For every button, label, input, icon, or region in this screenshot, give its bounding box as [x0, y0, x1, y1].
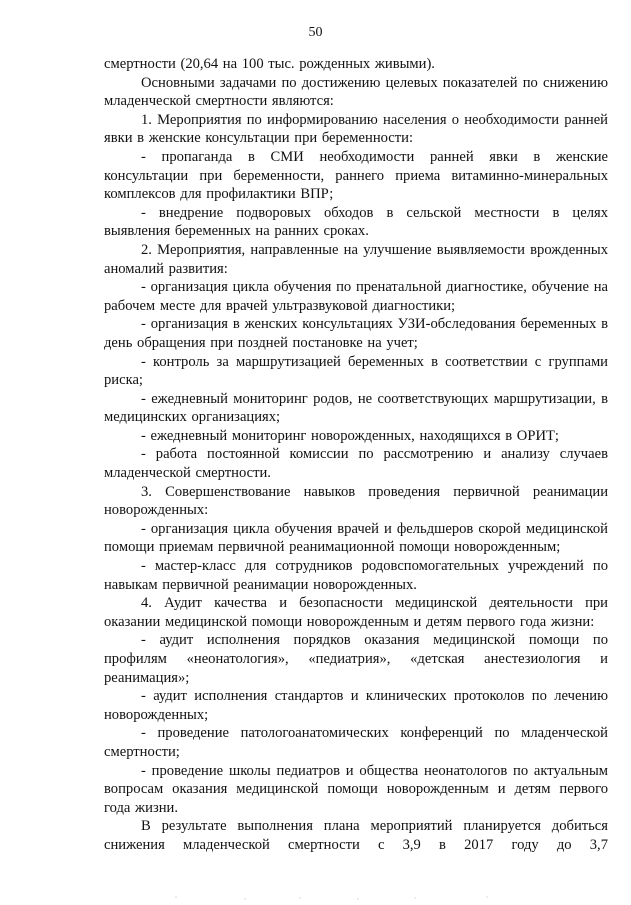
paragraph: - аудит исполнения порядков оказания медицинской помощи по профилям «неонатология», «педиатрия», «детская анестезиология и реанимация»;: [104, 632, 608, 686]
paragraph: Основными задачами по достижению целевых показателей по снижению младенческой смертности являются:: [104, 74, 608, 110]
paragraph: - контроль за маршрутизацией беременных в соответствии с группами риска;: [104, 353, 608, 389]
paragraph: 3. Совершенствование навыков проведения первичной реанимации новорожденных:: [104, 483, 608, 519]
paragraph: 2. Мероприятия, направленные на улучшение выявляемости врожденных аномалий развития:: [104, 241, 608, 277]
document-body: [104, 55, 608, 855]
paragraph: - проведение школы педиатров и общества неонатологов по актуальным вопросам оказания медицинской помощи новорожденным и детям первого года жизни.: [104, 762, 608, 816]
paragraph: - ежедневный мониторинг родов, не соответствующих маршрутизации, в медицинских организациях;: [104, 390, 608, 426]
paragraph: - ежедневный мониторинг новорожденных, находящихся в ОРИТ;: [141, 427, 559, 444]
paragraph: смертности (20,64 на 100 тыс. рожденных живыми).: [104, 56, 435, 72]
paragraph: - пропаганда в СМИ необходимости ранней явки в женские консультации при беременности, раннего приема витаминно-минеральных комплексов для профилактики ВПР;: [104, 148, 608, 203]
paragraph: - проведение патологоанатомических конференций по младенческой смертности;: [104, 725, 608, 760]
paragraph: - аудит исполнения стандартов и клинических протоколов по лечению новорожденных;: [104, 688, 608, 723]
paragraph: - организация цикла обучения по пренатальной диагностике, обучение на рабочем месте для врачей ультразвуковой диагностики;: [104, 279, 608, 314]
paragraph: - организация цикла обучения врачей и фельдшеров скорой медицинской помощи приемам первичной реанимационной помощи новорожденным;: [104, 520, 608, 556]
paragraph: 1. Мероприятия по информированию населения о необходимости ранней явки в женские консультации при беременности:: [104, 111, 608, 147]
paragraph: В результате выполнения плана мероприятий планируется добиться снижения младенческой смертности с 3,9 в 2017 году до 3,7: [104, 818, 608, 853]
paragraph: - мастер-класс для сотрудников родовспомогательных учреждений по навыкам первичной реанимации новорожденных.: [104, 558, 608, 593]
scan-artifact-dots: [0, 885, 631, 905]
paragraph: - работа постоянной комиссии по рассмотрению и анализу случаев младенческой смертности.: [104, 446, 608, 482]
paragraph: 4. Аудит качества и безопасности медицинской деятельности при оказании медицинской помощи новорожденным и детям первого года жизни:: [104, 595, 608, 630]
paragraph: - внедрение подворовых обходов в сельской местности в целях выявления беременных на ранних сроках.: [104, 204, 608, 240]
paragraph: - организация в женских консультациях УЗИ-обследования беременных в день обращения при поздней постановке на учет;: [104, 316, 608, 351]
page-number: 50: [308, 25, 323, 40]
